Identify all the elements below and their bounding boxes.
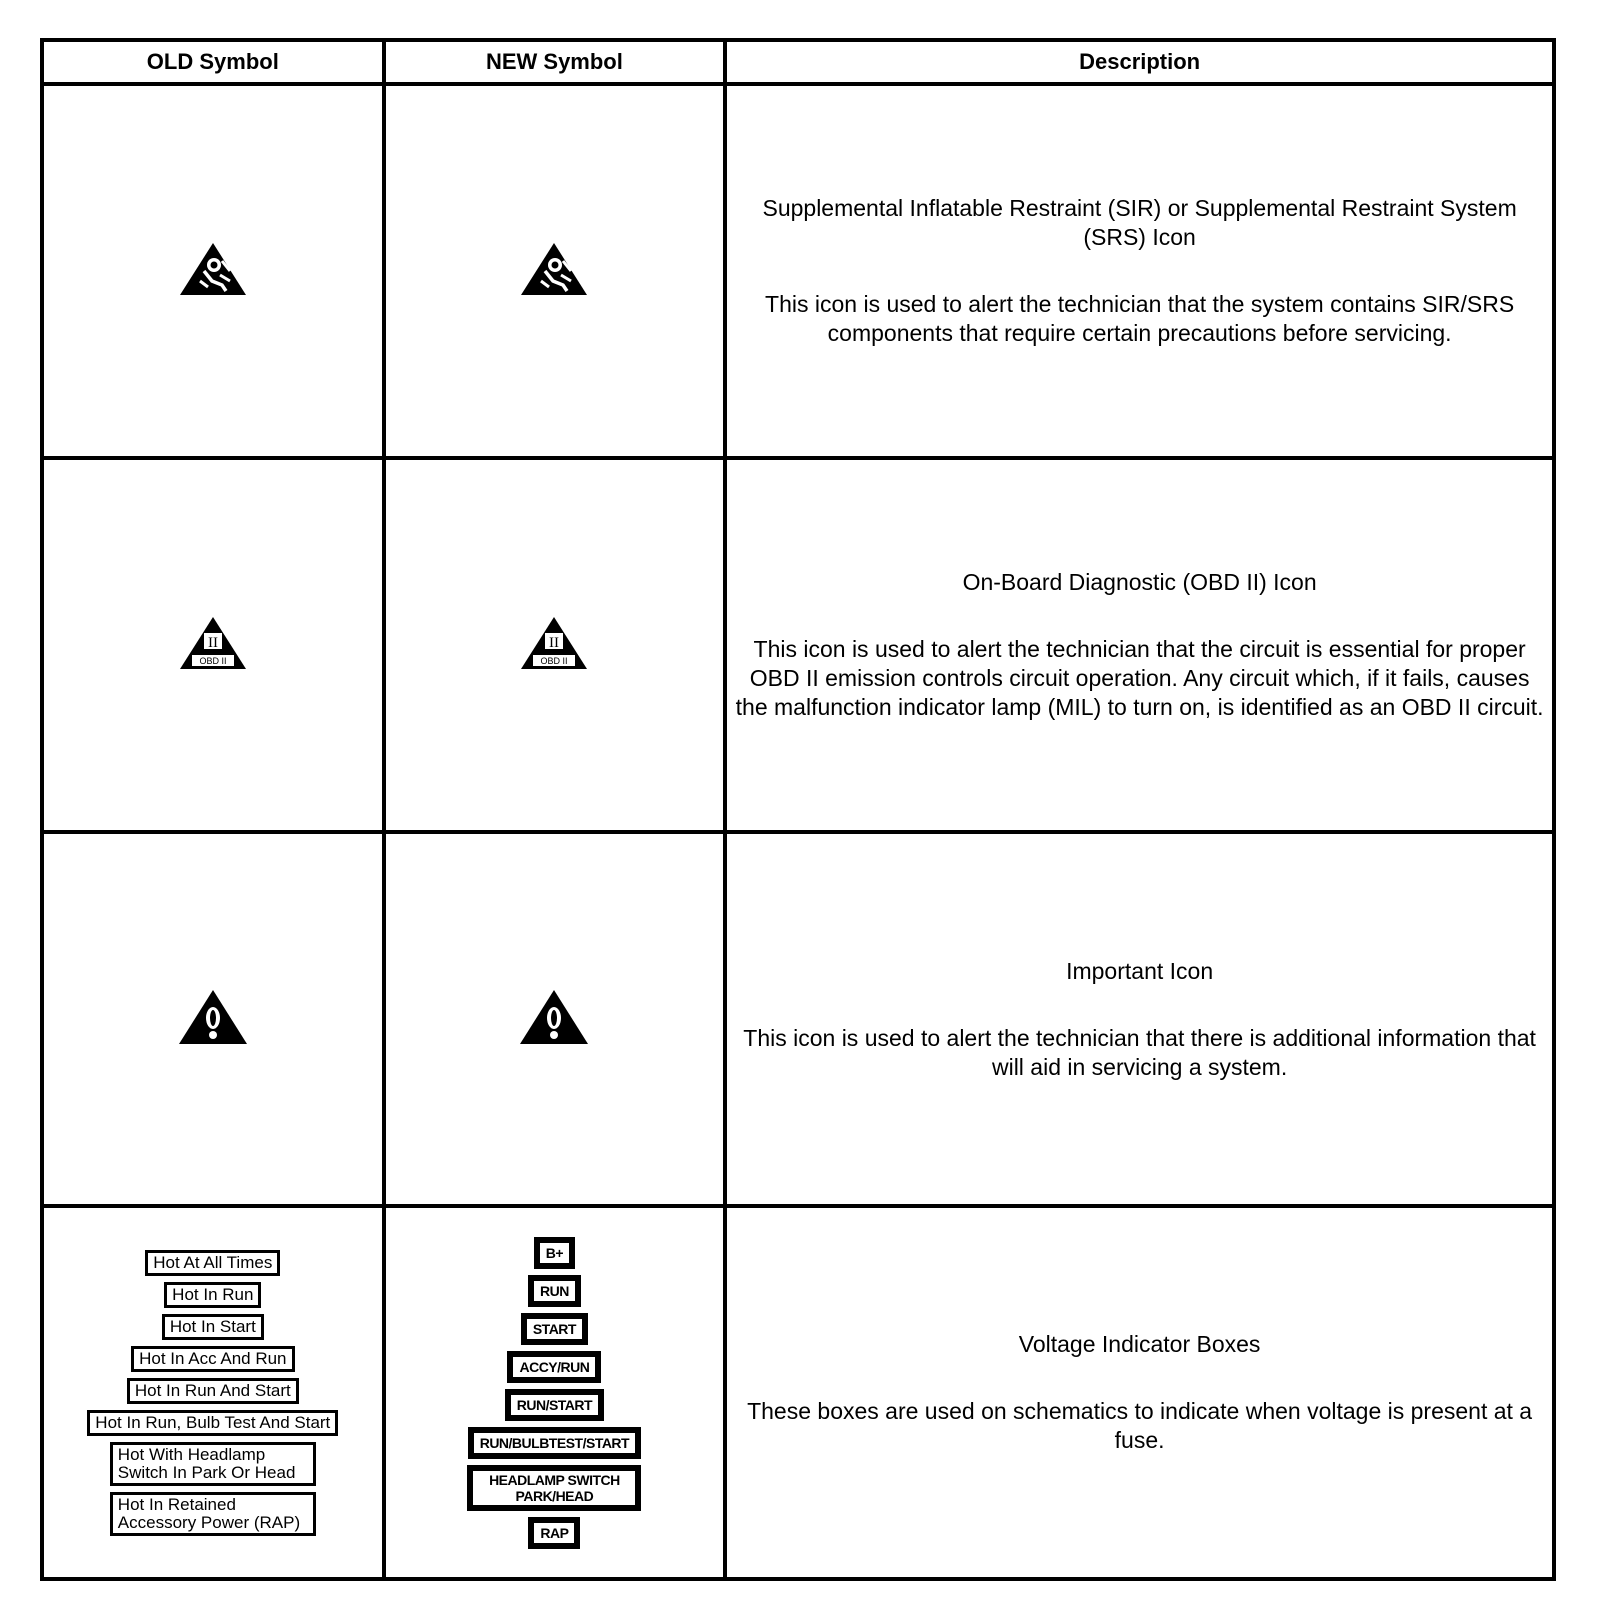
new-voltage-box	[521, 1313, 588, 1345]
old-symbol-cell	[42, 84, 384, 458]
new-voltage-box	[528, 1275, 581, 1307]
table-row-voltage	[42, 1206, 1554, 1579]
symbol-table	[40, 38, 1556, 1581]
new-voltage-box-label: START	[527, 1319, 582, 1339]
important-exclamation-icon	[518, 988, 590, 1046]
obd-ii-warning-icon	[178, 615, 248, 671]
new-voltage-box	[468, 1427, 641, 1459]
old-voltage-box: Hot In Retained Accessory Power (RAP)	[110, 1492, 316, 1536]
description-cell	[725, 1206, 1554, 1579]
old-symbol-cell	[42, 458, 384, 832]
obd-label: OBD II	[540, 655, 568, 666]
obd-ii-warning-icon	[519, 615, 589, 671]
description-text: This icon is used to alert the technician that the system contains SIR/SRS components that require certain precautions before servicing.	[765, 291, 1515, 346]
description-cell	[725, 832, 1554, 1206]
obd-numeral: II	[207, 634, 218, 651]
new-voltage-box	[505, 1389, 604, 1421]
new-symbol-cell	[384, 84, 726, 458]
description-text: This icon is used to alert the technician that there is additional information that will aid in servicing a system.	[743, 1024, 1536, 1080]
old-symbol-cell	[42, 1206, 384, 1579]
new-voltage-box-label: HEADLAMP SWITCH PARK/HEAD	[473, 1471, 635, 1505]
important-exclamation-icon	[177, 988, 249, 1046]
header-description: Description	[725, 40, 1554, 84]
header-new-symbol: NEW Symbol	[384, 40, 726, 84]
description-title: Important Icon	[1066, 957, 1214, 984]
table-row-sir	[42, 84, 1554, 458]
old-voltage-boxes	[44, 1250, 382, 1536]
sir-airbag-warning-icon	[178, 241, 248, 297]
new-voltage-box	[534, 1237, 575, 1269]
description-cell	[725, 458, 1554, 832]
table-row-important	[42, 832, 1554, 1206]
old-symbol-cell	[42, 832, 384, 1206]
new-voltage-box	[467, 1465, 641, 1511]
table-row-obd	[42, 458, 1554, 832]
old-voltage-box: Hot In Run And Start	[127, 1378, 299, 1404]
new-symbol-cell	[384, 1206, 726, 1579]
header-old-symbol: OLD Symbol	[42, 40, 384, 84]
old-voltage-box: Hot With Headlamp Switch In Park Or Head	[110, 1442, 316, 1486]
old-voltage-box: Hot In Run	[164, 1282, 261, 1308]
new-voltage-box	[507, 1351, 601, 1383]
new-voltage-box-label: RUN	[534, 1281, 575, 1301]
obd-label: OBD II	[199, 655, 227, 666]
old-voltage-box: Hot At All Times	[145, 1250, 280, 1276]
description-title: On-Board Diagnostic (OBD II) Icon	[962, 569, 1317, 595]
description-title: Voltage Indicator Boxes	[1018, 1331, 1261, 1357]
new-voltage-box-label: RUN/START	[511, 1395, 598, 1415]
old-voltage-box: Hot In Run, Bulb Test And Start	[87, 1410, 338, 1436]
old-voltage-box: Hot In Start	[162, 1314, 264, 1340]
header-row	[42, 40, 1554, 84]
new-voltage-box-label: RAP	[534, 1523, 574, 1543]
description-text: This icon is used to alert the technician that the circuit is essential for proper OBD II emission controls circuit operation. Any circuit which, if it fails, causes the malfunction indicator lamp (MIL) to turn on, is identified as an OBD II circuit.	[735, 636, 1544, 720]
old-voltage-box: Hot In Acc And Run	[131, 1346, 294, 1372]
sir-airbag-warning-icon	[519, 241, 589, 297]
description-title: Supplemental Inflatable Restraint (SIR) or Supplemental Restraint System (SRS) Icon	[762, 195, 1517, 250]
new-voltage-box-label: RUN/BULBTEST/START	[474, 1433, 635, 1453]
new-symbol-cell	[384, 458, 726, 832]
new-symbol-cell	[384, 832, 726, 1206]
new-voltage-box	[528, 1517, 580, 1549]
description-text: These boxes are used on schematics to indicate when voltage is present at a fuse.	[747, 1398, 1533, 1453]
description-cell	[725, 84, 1554, 458]
new-voltage-boxes	[386, 1237, 724, 1549]
obd-numeral: II	[549, 634, 560, 651]
new-voltage-box-label: ACCY/RUN	[513, 1357, 595, 1377]
new-voltage-box-label: B+	[540, 1243, 569, 1263]
